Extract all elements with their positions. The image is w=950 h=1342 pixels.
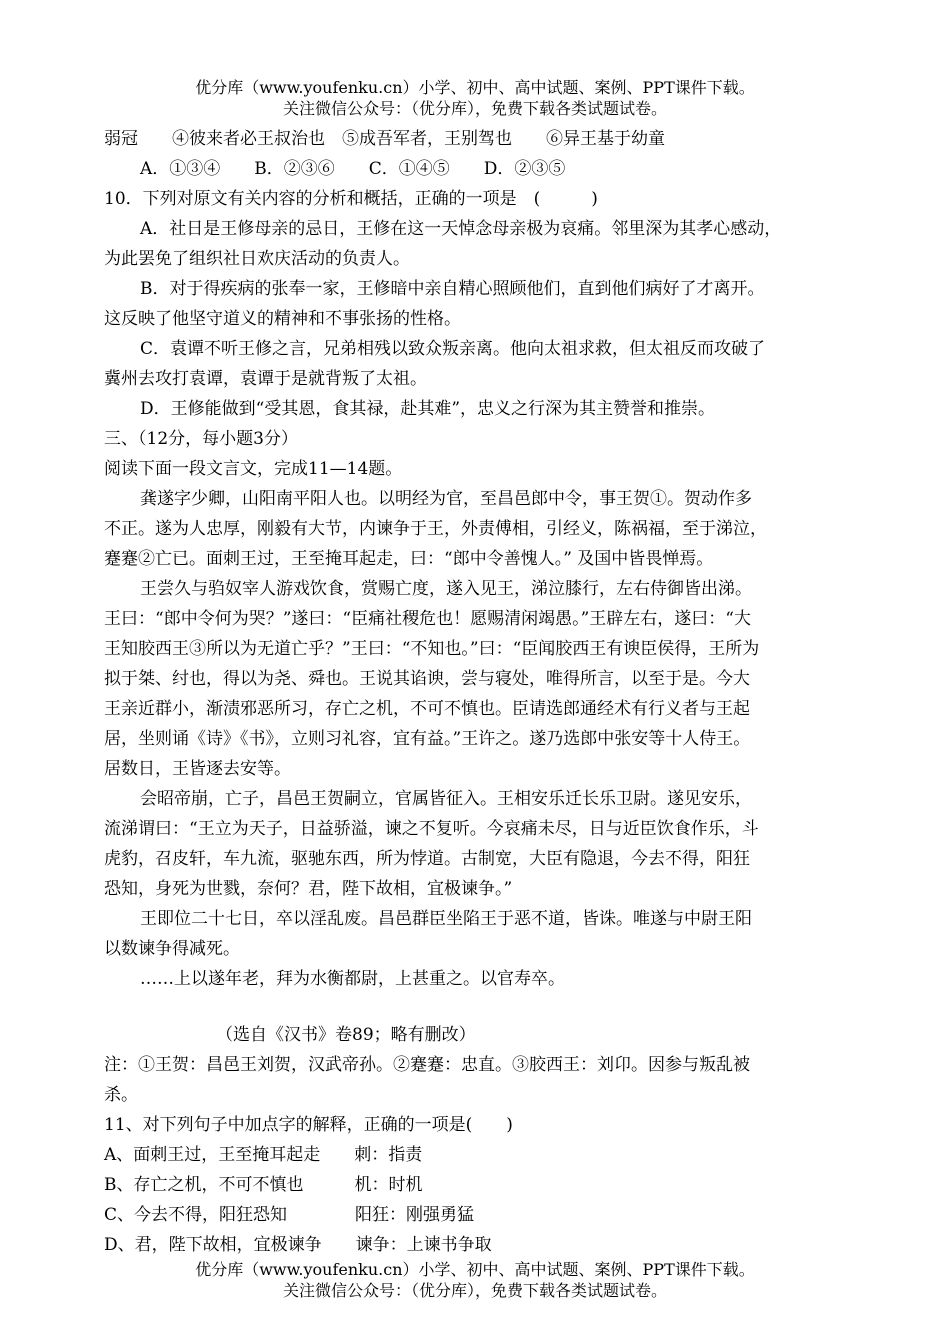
text-line: 这反映了他坚守道义的精神和不事张扬的性格。 [104, 309, 461, 329]
passage-line: 王曰：“郎中令何为哭？”遂曰：“臣痛社稷危也！愿赐清闲竭愚。”王辟左右，遂曰：“大 [104, 609, 751, 629]
passage-line: 蹇蹇②亡已。面刺王过，王至掩耳起走，曰：“郎中令善愧人。” 及国中皆畏惮焉。 [104, 549, 714, 569]
passage-line: 流涕谓曰：“王立为天子，日益骄溢，谏之不复听。今哀痛未尽，日与近臣饮食作乐，斗 [104, 819, 759, 839]
text-line: 阅读下面一段文言文，完成11—14题。 [104, 459, 403, 479]
header-line-2: 关注微信公众号：（优分库），免费下载各类试题试卷。 [282, 99, 667, 118]
passage-line: 拟于桀、纣也，得以为尧、舜也。王说其谄谀，尝与寝处，唯得所言，以至于是。今大 [104, 669, 750, 689]
notes-line: 杀。 [104, 1085, 138, 1105]
passage-line: 会昭帝崩，亡子，昌邑王贺嗣立，官属皆征入。王相安乐迁长乐卫尉。遂见安乐， [140, 789, 752, 809]
passage-line: 恐知，身死为世戮，奈何？君，陛下故相，宜极谏争。” [104, 879, 513, 899]
text-line: A．社日是王修母亲的忌日，王修在这一天悼念母亲极为哀痛。邻里深为其孝心感动， [140, 219, 782, 239]
question-10-stem: 10．下列对原文有关内容的分析和概括，正确的一项是 ( ) [104, 189, 598, 209]
footer-line-1: 优分库（www.youfenku.cn）小学、初中、高中试题、案例、PPT课件下载。 [195, 1260, 755, 1279]
passage-line: 龚遂字少卿，山阳南平阳人也。以明经为官，至昌邑郎中令，事王贺①。贺动作多 [140, 489, 752, 509]
header-line-1: 优分库（www.youfenku.cn）小学、初中、高中试题、案例、PPT课件下载。 [195, 78, 755, 97]
passage-line: 不正。遂为人忠厚，刚毅有大节，内谏争于王，外责傅相，引经义，陈祸福，至于涕泣， [104, 519, 767, 539]
passage-line: 王即位二十七日，卒以淫乱废。昌邑群臣坐陷王于恶不道，皆诛。唯遂与中尉王阳 [140, 909, 752, 929]
passage-line: 王亲近群小，渐渍邪恶所习，存亡之机，不可不慎也。臣请选郎通经术有行义者与王起 [104, 699, 750, 719]
section-3-heading: 三、（12分，每小题3分） [104, 429, 298, 449]
option-a: A、面刺王过，王至掩耳起走 刺：指责 [104, 1145, 423, 1165]
option-c: C、今去不得，阳狂恐知 阳狂：刚强勇猛 [104, 1205, 475, 1225]
text-line: 为此罢免了组织社日欢庆活动的负责人。 [104, 249, 410, 269]
question-11-stem: 11、对下列句子中加点字的解释，正确的一项是( ) [104, 1115, 513, 1135]
passage-line: 以数谏争得减死。 [104, 939, 240, 959]
footer-line-2: 关注微信公众号：（优分库），免费下载各类试题试卷。 [282, 1281, 667, 1300]
passage-line: 王知胶西王③所以为无道亡乎？”王曰：“不知也。”曰：“臣闻胶西王有谀臣侯得，王所为 [104, 639, 760, 659]
passage-line: 虎豹，召皮轩，车九流，驱驰东西，所为悖道。古制宽，大臣有隐退，今去不得，阳狂 [104, 849, 750, 869]
notes-line: 注：①王贺：昌邑王刘贺，汉武帝孙。②蹇蹇：忠直。③胶西王：刘卬。因参与叛乱被 [104, 1055, 750, 1075]
passage-line: 居，坐则诵《诗》《书》，立则习礼容，宜有益。”王许之。遂乃选郎中张安等十人侍王。 [104, 729, 751, 749]
text-line: A．①③④ B．②③⑥ C．①④⑤ D．②③⑤ [140, 159, 566, 179]
text-line: C．袁谭不听王修之言，兄弟相残以致众叛亲离。他向太祖求救，但太祖反而攻破了 [140, 339, 766, 359]
text-line: 冀州去攻打袁谭，袁谭于是就背叛了太祖。 [104, 369, 427, 389]
text-line: D．王修能做到“受其恩，食其禄，赴其难”，忠义之行深为其主赞誉和推崇。 [140, 399, 716, 419]
source-citation: （选自《汉书》卷89；略有删改） [216, 1025, 476, 1045]
passage-line: ……上以遂年老，拜为水衡都尉，上甚重之。以官寿卒。 [140, 969, 565, 989]
option-d: D、君，陛下故相，宜极谏争 谏争：上谏书争取 [104, 1235, 492, 1255]
option-b: B、存亡之机，不可不慎也 机：时机 [104, 1175, 423, 1195]
text-line: 弱冠 ④彼来者必王叔治也 ⑤成吾军者，王别驾也 ⑥异王基于幼童 [104, 129, 665, 149]
text-line: B．对于得疾病的张奉一家，王修暗中亲自精心照顾他们，直到他们病好了才离开。 [140, 279, 765, 299]
passage-line: 居数日，王皆逐去安等。 [104, 759, 291, 779]
passage-line: 王尝久与驺奴宰人游戏饮食，赏赐亡度，遂入见王，涕泣膝行，左右侍御皆出涕。 [140, 579, 752, 599]
